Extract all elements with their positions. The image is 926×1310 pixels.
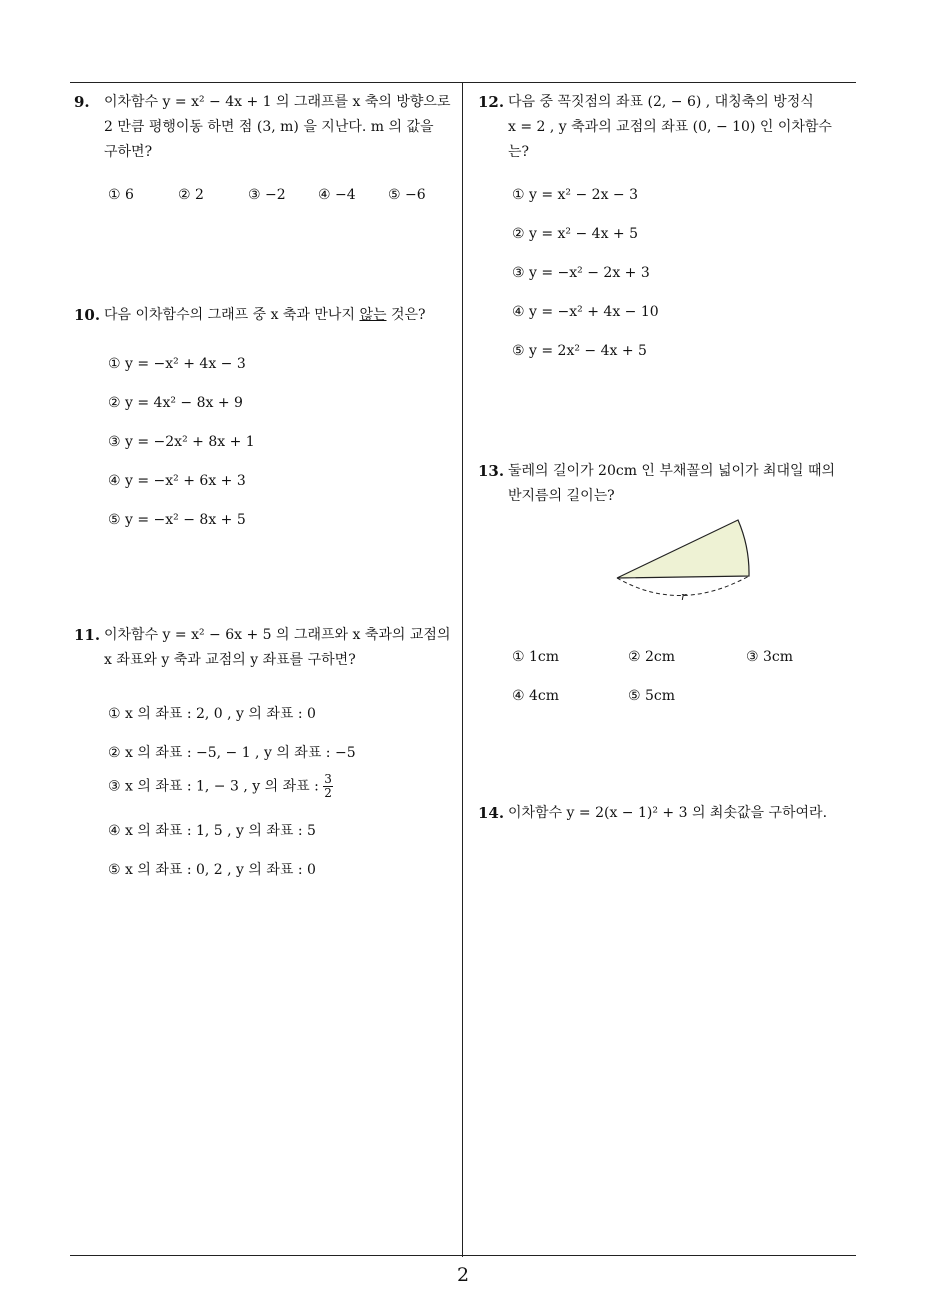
- question-text-line: 2 만큼 평행이동 하면 점 (3, m) 을 지난다. m 의 값을: [104, 119, 434, 135]
- sector-shape: [617, 520, 749, 578]
- choice-3[interactable]: ③ 3cm: [746, 649, 794, 665]
- question-11: [74, 623, 458, 903]
- choice-3[interactable]: [108, 773, 333, 800]
- choice-2[interactable]: ② x 의 좌표 : −5, − 1 , y 의 좌표 : −5: [108, 745, 356, 761]
- column-divider: [462, 82, 463, 1257]
- question-number: 11.: [74, 626, 101, 644]
- question-number: 10.: [74, 306, 101, 324]
- question-text-line: x 좌표와 y 축과 교점의 y 좌표를 구하면?: [104, 652, 356, 668]
- choice-5[interactable]: ⑤ 5cm: [628, 688, 676, 704]
- choice-1[interactable]: ① x 의 좌표 : 2, 0 , y 의 좌표 : 0: [108, 706, 316, 722]
- question-9: [74, 90, 458, 217]
- fraction-numerator: 3: [324, 772, 332, 786]
- choice-2[interactable]: ② 2cm: [628, 649, 676, 665]
- question-text-line: 반지름의 길이는?: [508, 488, 615, 504]
- choice-2[interactable]: ② y = x² − 4x + 5: [512, 226, 639, 242]
- question-text-line: 구하면?: [104, 144, 153, 160]
- choice-3-text: ③ x 의 좌표 : 1, − 3 , y 의 좌표 :: [108, 778, 324, 795]
- question-12: [478, 90, 862, 387]
- question-number: 9.: [74, 93, 90, 111]
- choice-5[interactable]: ⑤ y = 2x² − 4x + 5: [512, 343, 647, 359]
- choice-5[interactable]: ⑤ −6: [388, 187, 426, 203]
- sector-figure: [610, 514, 760, 604]
- question-text-line: 는?: [508, 144, 530, 160]
- choice-1[interactable]: ① y = x² − 2x − 3: [512, 187, 639, 203]
- choice-1[interactable]: ① 1cm: [512, 649, 560, 665]
- fraction-denominator: 2: [324, 786, 332, 800]
- choice-3[interactable]: ③ y = −2x² + 8x + 1: [108, 434, 255, 450]
- bottom-rule: [70, 1255, 856, 1256]
- choice-1[interactable]: ① 6: [108, 187, 134, 203]
- question-number: 14.: [478, 804, 505, 822]
- question-number: 12.: [478, 93, 505, 111]
- radius-label: r: [681, 590, 687, 603]
- choice-3[interactable]: ③ −2: [248, 187, 286, 203]
- choice-5[interactable]: ⑤ y = −x² − 8x + 5: [108, 512, 246, 528]
- top-rule: [70, 82, 856, 83]
- choice-4[interactable]: ④ 4cm: [512, 688, 560, 704]
- question-number: 13.: [478, 462, 505, 480]
- choice-4[interactable]: ④ y = −x² + 6x + 3: [108, 473, 246, 489]
- choice-2[interactable]: ② 2: [178, 187, 204, 203]
- question-text-line: 둘레의 길이가 20cm 인 부채꼴의 넓이가 최대일 때의: [508, 463, 836, 479]
- choice-4[interactable]: ④ −4: [318, 187, 356, 203]
- question-14: [478, 801, 862, 826]
- choice-3[interactable]: ③ y = −x² − 2x + 3: [512, 265, 650, 281]
- question-text-line: 이차함수 y = 2(x − 1)² + 3 의 최솟값을 구하여라.: [508, 805, 828, 821]
- question-10: [74, 303, 458, 556]
- page-number: 2: [456, 1264, 470, 1286]
- choice-4[interactable]: ④ y = −x² + 4x − 10: [512, 304, 659, 320]
- question-text-line: x = 2 , y 축과의 교점의 좌표 (0, − 10) 인 이차함수: [508, 119, 832, 135]
- choice-4[interactable]: ④ x 의 좌표 : 1, 5 , y 의 좌표 : 5: [108, 823, 316, 839]
- choice-2[interactable]: ② y = 4x² − 8x + 9: [108, 395, 243, 411]
- choice-1[interactable]: ① y = −x² + 4x − 3: [108, 356, 246, 372]
- choice-5[interactable]: ⑤ x 의 좌표 : 0, 2 , y 의 좌표 : 0: [108, 862, 316, 878]
- question-text-line: 다음 중 꼭짓점의 좌표 (2, − 6) , 대칭축의 방정식: [508, 94, 814, 110]
- question-text-end: 것은?: [386, 307, 426, 323]
- question-text-line: 이차함수 y = x² − 4x + 1 의 그래프를 x 축의 방향으로: [104, 94, 451, 110]
- underlined-word: 않는: [359, 307, 387, 323]
- fraction: [323, 773, 333, 800]
- question-text-line: 이차함수 y = x² − 6x + 5 의 그래프와 x 축과의 교점의: [104, 627, 451, 643]
- question-text: 다음 이차함수의 그래프 중 x 축과 만나지: [104, 307, 360, 323]
